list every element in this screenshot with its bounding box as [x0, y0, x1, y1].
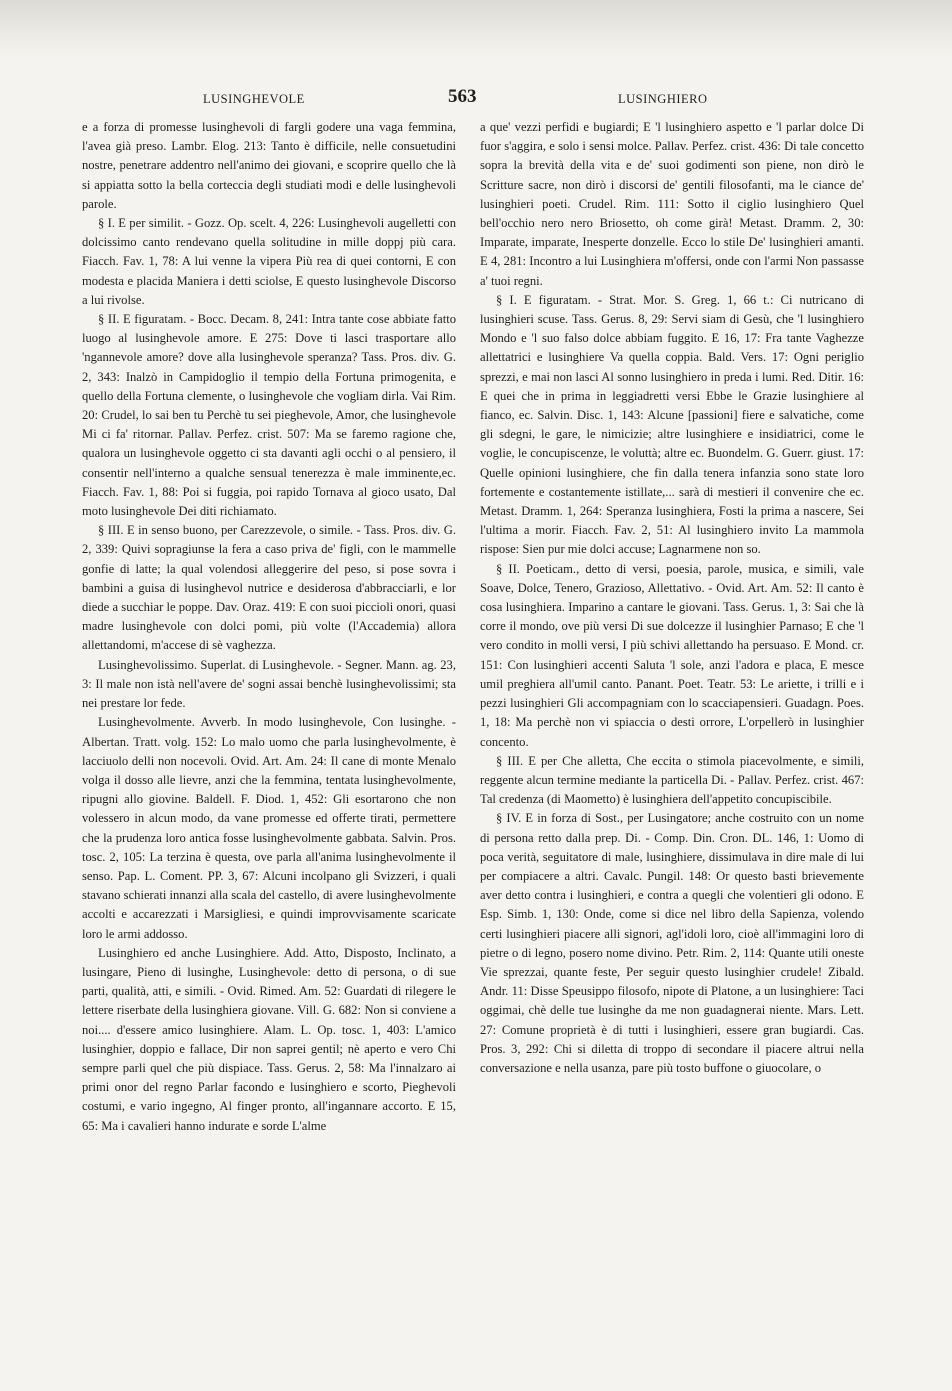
scan-shadow	[0, 0, 952, 58]
paragraph: § I. E per similit. - Gozz. Op. scelt. 4, 226: Lusinghevoli augelletti con dolcissimo canto rendevano quella solitudine in mille doppj più cara. Fiacch. Fav. 1, 78: A lui venne la vipera Più rea di quei contorni, E con modesta e placida Maniera i detti sciolse, E questo lusinghevole Discorso a lui rivolse.	[82, 216, 456, 307]
running-header	[78, 88, 878, 114]
right-column	[480, 118, 864, 1338]
paragraph: § II. E figuratam. - Bocc. Decam. 8, 241: Intra tante cose abbiate fatto luogo al lusinghevole amore. E 275: Dove ti lasci trasportare allo 'ngannevole amore? dove alla lusinghevole speranza? Tass. Pros. div. G. 2, 343: Inalzò in Campidoglio il tempio della Fortuna primogenita, e quello della Fortuna clemente, o lusinghevole che vogliam dirla. Vai Rim. 20: Crudel, lo sai ben tu Perchè tu sei pieghevole, Amor, che lusinghevole Mi ci fa' ritornar. Pallav. Perfez. crist. 507: Ma se faremo ragione che, qualora un lusinghevole oggetto ci sta davanti agli occhi o al pensiero, il consentir nell'interno a qualche sensual tenerezza è male imminente,ec. Fiacch. Fav. 1, 88: Poi si fuggia, poi rapido Tornava al gioco usato, Dal moto lusinghevole Dei diti richiamato.	[82, 312, 456, 519]
entry-lusinghiero: Lusinghiero ed anche Lusinghiere. Add. Atto, Disposto, Inclinato, a lusingare, Pieno di lusinghe, Lusinghevole: detto di persona, o di sue parti, qualità, atti, e simili. - Ovid. Rimed. Am. 52: Guardati di rilegere le lettere riserbate della lusinghiera giovane. Vill. G. 682: Non si conviene a noi.... d'essere amico lusinghiere. Alam. L. Op. tosc. 1, 403: L'amico lusinghier, doppio e fallace, Dir non saprei gentil; nè aperto e vero Chi sempre parli quel che più dispiace. Tass. Gerus. 2, 58: Ma l'innalzaro ai primi onor del regno Parlar facondo e lusinghiero e scorto, Pieghevoli costumi, e vario ingegno, Al finger pronto, all'ingannare accorto. E 15, 65: Ma i cavalieri hanno indurate e sorde L'alme	[82, 945, 456, 1133]
paragraph: a que' vezzi perfidi e bugiardi; E 'l lusinghiero aspetto e 'l parlar dolce Di fuor s'aggira, e solo i sensi molce. Pallav. Perfez. crist. 436: Di tale concetto sopra la brevità della vita e de' suoi godimenti son piene, non dirò le Scritture sacre, non dirò i discorsi de' gentili filosofanti, ma le ciance de' lusinghieri poeti. Crudel. Rim. 111: Sotto il ciglio lusinghiero Quel bell'occhio nero nero Briosetto, oh come girà! Metast. Dramm. 2, 30: Imparate, imparate, Inesperte donzelle. Ecco lo stile De' lusinghieri amanti. E 4, 281: Incontro a lui Lusinghiera m'offersi, onde con l'armi Non passasse a' tuoi regni.	[480, 120, 864, 288]
paragraph: e a forza di promesse lusinghevoli di fargli godere una vaga femmina, l'avea già preso. Lambr. Elog. 213: Tanto è difficile, nelle consuetudini nostre, penetrare addentro nell'animo dei giovani, e scoprire quello che là si appiatta sotto la bella corteccia degli studiati modi e delle lusinghevoli parole.	[82, 120, 456, 211]
header-left-word: LUSINGHEVOLE	[203, 92, 305, 106]
paragraph: § I. E figuratam. - Strat. Mor. S. Greg. 1, 66 t.: Ci nutricano di lusinghieri scuse. Tass. Gerus. 8, 29: Servi siam di Gesù, che 'l lusinghiero Mondo e 'l suo falso dolce abbiam fuggito. E 16, 17: Fra tante Vaghezze allettatrici e lusinghiere Va quella coppia. Bald. Vers. 17: Ogni periglio sprezzi, e mai non lasci Al sonno lusinghiero in preda i lumi. Red. Ditir. 16: E quei che in prima in leggiadretti versi Ebbe le Grazie lusinghiere al fianco, ec. Salvin. Disc. 1, 143: Alcune [passioni] fiere e salvatiche, come gli sdegni, le gare, le nimicizie; altre lusinghiere e insidiatrici, come le voglie, le concupiscenze, le voluttà; altre ec. Buondelm. G. Guerr. giust. 17: Quelle opinioni lusinghiere, che fin dalla tenera infanzia sono state loro fortemente e costantemente istillate,... sarà di mestieri il convenire che ec. Metast. Dramm. 1, 264: Speranza lusinghiera, Fosti la prima a nascere, Sei l'ultima a morir. Fiacch. Fav. 2, 51: Al lusinghiero invito La mammola rispose: Sien pur mie dolci accuse; Lagnarmene non so.	[480, 292, 864, 557]
paragraph: § IV. E in forza di Sost., per Lusingatore; anche costruito con un nome di persona retto dalla prep. Di. - Comp. Din. Cron. DL. 146, 1: Uomo di poca verità, seguitatore di male, lusinghiere, dissimulava in dire male di lui per compiacere a altri. Cavalc. Pungil. 148: Or questo basti brievemente aver detto contra i lusinghieri, e contra a quegli che volentieri gli odono. E Esp. Simb. 1, 130: Onde, come si dice nel libro della Sapienza, volendo certi lusinghieri piacere alli signori, agl'idoli loro, cioè all'immagini loro di pietre o di legno, posero nome divino. Petr. Rim. 2, 114: Quante utili oneste Vie sprezzai, quante feste, Per seguir questo lusinghier crudele! Zibald. Andr. 11: Disse Speusippo filosofo, nipote di Platone, a un lusinghiere: Taci oggimai, chè delle tue lusinghe da me non guadagnerai niente. Mars. Lett. 27: Comune proprietà è di tutti i lusinghieri, essere gran bugiardi. Cas. Pros. 3, 292: Chi si diletta di troppo di secondare il piacere altrui nella conversazione e nella usanza, pare più tosto buffone o giuocolare, o	[480, 811, 864, 1075]
paragraph: § III. E per Che alletta, Che eccita o stimola piacevolmente, e simili, reggente alcun termine mediante la particella Di. - Pallav. Perfez. crist. 467: Tal credenza (di Maometto) è lusinghiera dell'appetito concupiscibile.	[480, 753, 864, 807]
page-number: 563	[448, 86, 477, 107]
entry-lusinghevolissimo: Lusinghevolissimo. Superlat. di Lusinghevole. - Segner. Mann. ag. 23, 3: Il male non istà nell'avere de' sogni assai benchè lusinghevolissimi; sta nei prestare lor fede.	[82, 657, 456, 711]
header-right-word: LUSINGHIERO	[618, 92, 708, 106]
entry-lusinghevolmente: Lusinghevolmente. Avverb. In modo lusinghevole, Con lusinghe. - Albertan. Tratt. volg. 152: Lo malo uomo che parla lusinghevolmente, è lacciuolo delli non nocevoli. Ovid. Art. Am. 24: Il cane di monte Menalo volga il dosso alle lievre, anzi che la femmina, tentata lusinghevolmente, ripugni allo giovine. Baldell. F. Diod. 1, 452: Gli esortarono che non volessero in alcun modo, da vane promesse ed offerte tirati, permettere che la prudenza loro antica fosse lusinghevolmente gabbata. Salvin. Pros. tosc. 2, 105: La terzina è questa, ove parla all'anima lusinghevolmente il senso. Pap. L. Coment. PP. 3, 67: Alcuni incolpano gli Svizzeri, i quali stavano schierati innanzi alla scala del castello, di avere lusinghevolmente accolti e accarezzati i Marsigliesi, e quindi improvvisamente scaricate loro le armi addosso.	[82, 715, 456, 941]
paragraph: § III. E in senso buono, per Carezzevole, o simile. - Tass. Pros. div. G. 2, 339: Quivi sopragiunse la fera a caso priva de' figli, con le mammelle gonfie di latte; la qual volendosi alleggerire del peso, si pose sovra i bambini a guisa di lusinghevol nutrice e desiderosa d'abbracciarli, e lor diede a succhiar le poppe. Dav. Oraz. 419: E con suoi piccioli onori, quasi madre lusinghevole con dolci pomi, più volte (l'Accademia) allora allettandomi, m'accese di sè vaghezza.	[82, 523, 456, 653]
paragraph: § II. Poeticam., detto di versi, poesia, parole, musica, e simili, vale Soave, Dolce, Tenero, Grazioso, Allettativo. - Ovid. Art. Am. 52: Il canto è cosa lusinghiera. Imparino a cantare le giovani. Tass. Gerus. 1, 3: Sai che là corre il mondo, ove più versi Di sue dolcezze il lusinghier Parnaso; E che 'l vero condito in molli versi, I più schivi allettando ha persuaso. E Mond. cr. 151: Con lusinghieri accenti Saluta 'l sole, anzi l'adora e placa, E mesce umil preghiera all'umil canto. Panant. Poet. Teatr. 53: Le ariette, i trilli e i pezzi lusinghieri Gli accompagniam con lo scacciapensieri. Guadagn. Poes. 1, 18: Ma perchè non vi spiaccia o desti orrore, L'orpellerò in lusinghier concento.	[480, 561, 864, 749]
left-column	[82, 118, 456, 1338]
